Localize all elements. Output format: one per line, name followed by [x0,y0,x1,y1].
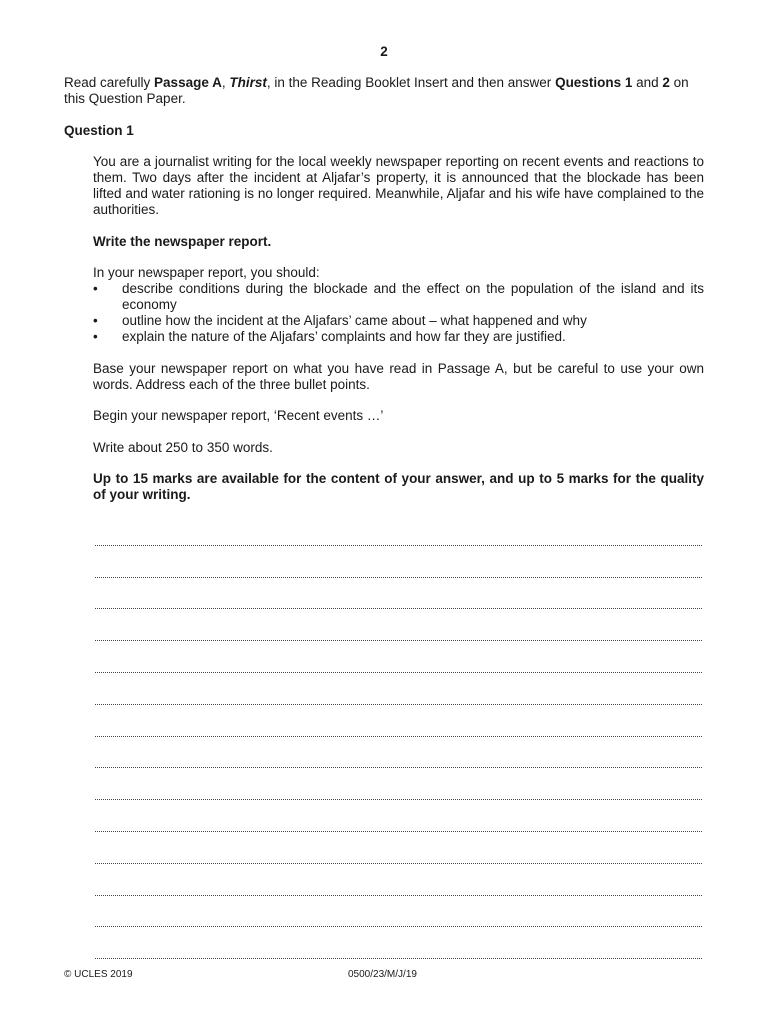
scenario-paragraph: You are a journalist writing for the local weekly newspaper reporting on recent events and reactions to them. Two days after the incident at Aljafar’s property, it is announced that the blockade has been lifted and water rationing is no longer required. Meanwhile, Aljafar and his wife have complained to the authorities. [93,154,704,217]
answer-area[interactable] [93,514,704,959]
answer-line[interactable] [93,737,704,769]
bullet-text: explain the nature of the Aljafars’ complaints and how far they are justified. [122,329,566,344]
answer-line[interactable] [93,546,704,578]
intro-text: Read carefully [64,75,155,90]
begin-instruction: Begin your newspaper report, ‘Recent events …’ [93,408,384,423]
answer-line[interactable] [93,864,704,896]
bullet-item [93,313,704,329]
intro-text: , [221,75,230,90]
answer-line[interactable] [93,800,704,832]
intro-text: and [632,75,663,90]
answer-line[interactable] [93,641,704,673]
answer-line[interactable] [93,514,704,546]
questions-label: Questions 1 [555,75,633,90]
bullet-marker: • [93,329,98,344]
answer-line[interactable] [93,705,704,737]
bullet-marker: • [93,281,98,296]
marks-info: Up to 15 marks are available for the content of your answer, and up to 5 marks for the quality of your writing. [93,471,704,502]
answer-line[interactable] [93,609,704,641]
intro-text: , in the Reading Booklet Insert and then answer [266,75,556,90]
question-2-label: 2 [662,75,670,90]
question-body [93,154,704,519]
bullet-item [93,281,704,313]
copyright-notice: © UCLES 2019 [64,969,133,980]
base-instruction: Base your newspaper report on what you have read in Passage A, but be careful to use your own words. Address each of the three bullet points. [93,360,704,392]
passage-label: Passage A [154,75,222,90]
bullets-intro: In your newspaper report, you should: [93,265,320,280]
question-heading: Question 1 [64,123,134,138]
bullet-item [93,329,704,345]
bullet-text: outline how the incident at the Aljafars’ came about – what happened and why [122,313,587,328]
answer-line[interactable] [93,927,704,959]
bullet-list [93,281,704,345]
bullet-marker: • [93,313,98,328]
paper-code: 0500/23/M/J/19 [348,969,417,980]
page-number: 2 [380,44,388,59]
intro-text: on this Question Paper. [64,75,689,106]
bullet-text: describe conditions during the blockade and the effect on the population of the island and its economy [122,281,704,312]
task-instruction: Write the newspaper report. [93,233,272,249]
answer-line[interactable] [93,832,704,864]
intro-paragraph [64,75,704,107]
passage-title: Thirst [229,75,267,90]
answer-line[interactable] [93,673,704,705]
answer-line[interactable] [93,896,704,928]
answer-line[interactable] [93,768,704,800]
word-count-instruction: Write about 250 to 350 words. [93,439,273,455]
answer-line[interactable] [93,578,704,610]
